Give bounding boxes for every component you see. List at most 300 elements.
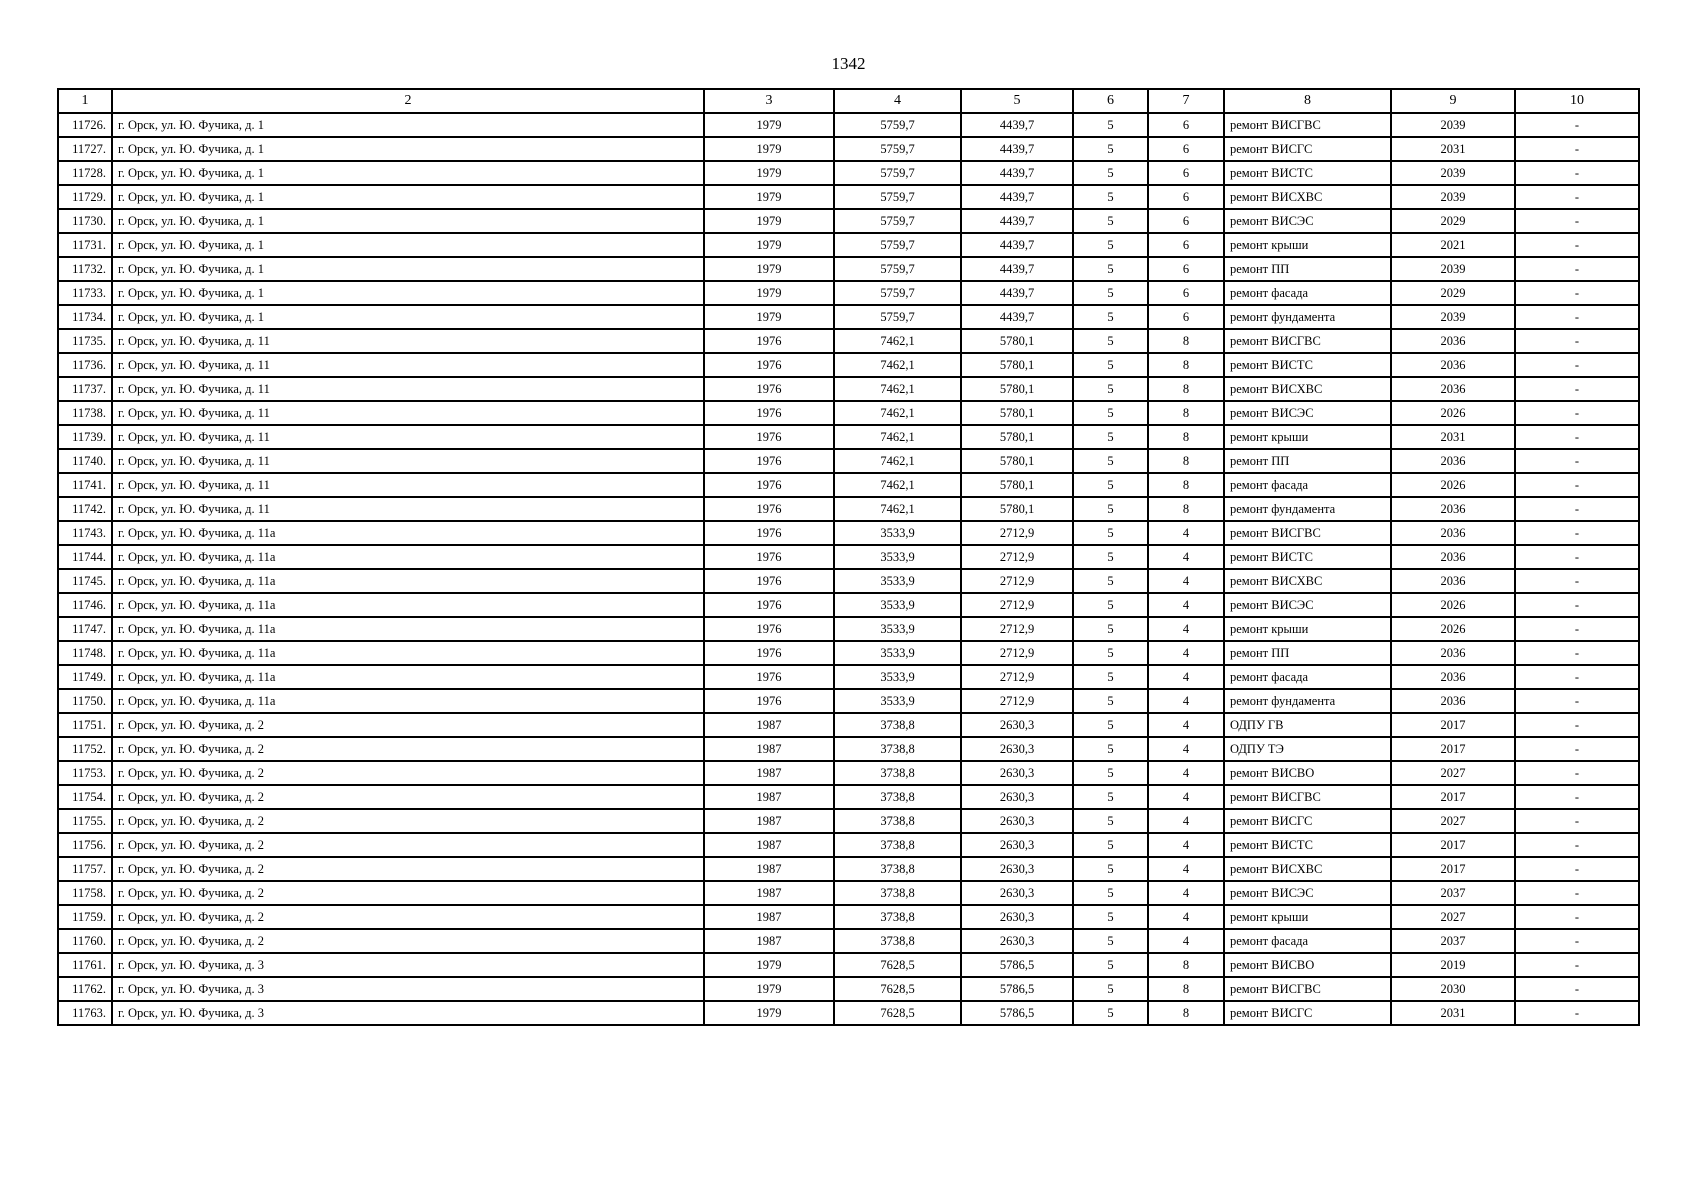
cell-address: г. Орск, ул. Ю. Фучика, д. 11а	[112, 617, 704, 641]
column-header: 8	[1224, 89, 1391, 113]
cell-living-area: 2712,9	[961, 521, 1073, 545]
cell-work-type: ремонт крыши	[1224, 617, 1391, 641]
cell-entrances: 4	[1148, 809, 1224, 833]
cell-year-built: 1976	[704, 377, 834, 401]
cell-work-type: ремонт ПП	[1224, 449, 1391, 473]
cell-living-area: 4439,7	[961, 257, 1073, 281]
cell-entrances: 4	[1148, 737, 1224, 761]
cell-entrances: 4	[1148, 569, 1224, 593]
cell-living-area: 5786,5	[961, 953, 1073, 977]
cell-address: г. Орск, ул. Ю. Фучика, д. 1	[112, 185, 704, 209]
cell-floors: 5	[1073, 1001, 1148, 1025]
cell-plan-year: 2029	[1391, 281, 1515, 305]
cell-year-built: 1979	[704, 113, 834, 137]
cell-living-area: 2630,3	[961, 737, 1073, 761]
cell-year-built: 1987	[704, 809, 834, 833]
cell-address: г. Орск, ул. Ю. Фучика, д. 1	[112, 209, 704, 233]
column-header: 4	[834, 89, 961, 113]
table-row	[58, 305, 1639, 329]
cell-year-built: 1976	[704, 329, 834, 353]
cell-living-area: 2630,3	[961, 857, 1073, 881]
cell-entrances: 4	[1148, 761, 1224, 785]
cell-living-area: 2712,9	[961, 545, 1073, 569]
cell-entrances: 6	[1148, 233, 1224, 257]
cell-living-area: 5780,1	[961, 329, 1073, 353]
cell-floors: 5	[1073, 881, 1148, 905]
cell-work-type: ремонт фундамента	[1224, 305, 1391, 329]
cell-total-area: 5759,7	[834, 113, 961, 137]
cell-work-type: ремонт крыши	[1224, 425, 1391, 449]
cell-row-number: 11752.	[58, 737, 112, 761]
cell-total-area: 3738,8	[834, 881, 961, 905]
cell-row-number: 11756.	[58, 833, 112, 857]
cell-row-number: 11739.	[58, 425, 112, 449]
cell-total-area: 5759,7	[834, 233, 961, 257]
cell-total-area: 5759,7	[834, 305, 961, 329]
cell-plan-year: 2036	[1391, 353, 1515, 377]
cell-work-type: ремонт фасада	[1224, 281, 1391, 305]
cell-work-type: ремонт фундамента	[1224, 689, 1391, 713]
cell-total-area: 3533,9	[834, 593, 961, 617]
cell-entrances: 8	[1148, 977, 1224, 1001]
cell-entrances: 8	[1148, 497, 1224, 521]
cell-plan-year: 2019	[1391, 953, 1515, 977]
cell-entrances: 4	[1148, 929, 1224, 953]
cell-living-area: 2630,3	[961, 929, 1073, 953]
cell-year-built: 1976	[704, 473, 834, 497]
cell-floors: 5	[1073, 257, 1148, 281]
cell-year-built: 1979	[704, 305, 834, 329]
cell-total-area: 7628,5	[834, 1001, 961, 1025]
column-header: 9	[1391, 89, 1515, 113]
cell-plan-year: 2037	[1391, 881, 1515, 905]
cell-year-built: 1979	[704, 257, 834, 281]
cell-living-area: 2712,9	[961, 569, 1073, 593]
cell-total-area: 5759,7	[834, 209, 961, 233]
cell-entrances: 8	[1148, 449, 1224, 473]
cell-address: г. Орск, ул. Ю. Фучика, д. 1	[112, 257, 704, 281]
cell-total-area: 3533,9	[834, 545, 961, 569]
cell-address: г. Орск, ул. Ю. Фучика, д. 11а	[112, 641, 704, 665]
cell-address: г. Орск, ул. Ю. Фучика, д. 2	[112, 809, 704, 833]
cell-entrances: 6	[1148, 137, 1224, 161]
cell-floors: 5	[1073, 833, 1148, 857]
cell-row-number: 11730.	[58, 209, 112, 233]
cell-plan-year: 2027	[1391, 761, 1515, 785]
cell-entrances: 8	[1148, 353, 1224, 377]
table-row	[58, 905, 1639, 929]
cell-entrances: 4	[1148, 689, 1224, 713]
table-row	[58, 329, 1639, 353]
cell-floors: 5	[1073, 713, 1148, 737]
cell-floors: 5	[1073, 761, 1148, 785]
cell-note: -	[1515, 161, 1639, 185]
cell-living-area: 2630,3	[961, 761, 1073, 785]
cell-entrances: 6	[1148, 209, 1224, 233]
cell-total-area: 5759,7	[834, 161, 961, 185]
cell-living-area: 2630,3	[961, 785, 1073, 809]
cell-total-area: 3738,8	[834, 905, 961, 929]
cell-address: г. Орск, ул. Ю. Фучика, д. 2	[112, 737, 704, 761]
cell-row-number: 11737.	[58, 377, 112, 401]
cell-living-area: 2712,9	[961, 641, 1073, 665]
cell-floors: 5	[1073, 665, 1148, 689]
cell-total-area: 3738,8	[834, 737, 961, 761]
cell-plan-year: 2017	[1391, 737, 1515, 761]
cell-note: -	[1515, 881, 1639, 905]
cell-row-number: 11738.	[58, 401, 112, 425]
cell-entrances: 4	[1148, 545, 1224, 569]
cell-total-area: 7462,1	[834, 425, 961, 449]
cell-work-type: ремонт ВИСГВС	[1224, 521, 1391, 545]
table-row	[58, 785, 1639, 809]
cell-living-area: 2630,3	[961, 809, 1073, 833]
cell-floors: 5	[1073, 137, 1148, 161]
cell-row-number: 11744.	[58, 545, 112, 569]
cell-row-number: 11733.	[58, 281, 112, 305]
cell-living-area: 2630,3	[961, 905, 1073, 929]
cell-row-number: 11742.	[58, 497, 112, 521]
cell-entrances: 4	[1148, 593, 1224, 617]
cell-year-built: 1976	[704, 521, 834, 545]
cell-work-type: ремонт ВИСГС	[1224, 137, 1391, 161]
table-row	[58, 209, 1639, 233]
cell-work-type: ремонт ВИСТС	[1224, 833, 1391, 857]
cell-note: -	[1515, 833, 1639, 857]
cell-row-number: 11753.	[58, 761, 112, 785]
cell-work-type: ремонт крыши	[1224, 905, 1391, 929]
table-row	[58, 569, 1639, 593]
cell-year-built: 1987	[704, 857, 834, 881]
cell-entrances: 8	[1148, 425, 1224, 449]
table-row	[58, 425, 1639, 449]
cell-row-number: 11746.	[58, 593, 112, 617]
cell-address: г. Орск, ул. Ю. Фучика, д. 2	[112, 833, 704, 857]
cell-total-area: 5759,7	[834, 185, 961, 209]
table-row	[58, 1001, 1639, 1025]
table-row	[58, 953, 1639, 977]
cell-entrances: 6	[1148, 185, 1224, 209]
cell-plan-year: 2039	[1391, 161, 1515, 185]
cell-work-type: ремонт ВИСГВС	[1224, 977, 1391, 1001]
cell-plan-year: 2036	[1391, 689, 1515, 713]
cell-total-area: 3533,9	[834, 521, 961, 545]
cell-row-number: 11763.	[58, 1001, 112, 1025]
cell-floors: 5	[1073, 497, 1148, 521]
cell-floors: 5	[1073, 785, 1148, 809]
cell-floors: 5	[1073, 737, 1148, 761]
cell-plan-year: 2021	[1391, 233, 1515, 257]
cell-entrances: 6	[1148, 113, 1224, 137]
cell-address: г. Орск, ул. Ю. Фучика, д. 1	[112, 305, 704, 329]
cell-total-area: 5759,7	[834, 281, 961, 305]
cell-entrances: 6	[1148, 281, 1224, 305]
cell-address: г. Орск, ул. Ю. Фучика, д. 2	[112, 881, 704, 905]
cell-address: г. Орск, ул. Ю. Фучика, д. 2	[112, 905, 704, 929]
cell-note: -	[1515, 929, 1639, 953]
cell-entrances: 8	[1148, 473, 1224, 497]
cell-note: -	[1515, 737, 1639, 761]
cell-work-type: ремонт ВИСЭС	[1224, 209, 1391, 233]
cell-plan-year: 2036	[1391, 377, 1515, 401]
cell-year-built: 1979	[704, 185, 834, 209]
column-header: 6	[1073, 89, 1148, 113]
cell-plan-year: 2036	[1391, 665, 1515, 689]
cell-note: -	[1515, 953, 1639, 977]
cell-year-built: 1976	[704, 689, 834, 713]
cell-address: г. Орск, ул. Ю. Фучика, д. 1	[112, 113, 704, 137]
table-row	[58, 689, 1639, 713]
register-body	[58, 113, 1639, 1025]
cell-row-number: 11749.	[58, 665, 112, 689]
cell-plan-year: 2036	[1391, 569, 1515, 593]
cell-living-area: 4439,7	[961, 185, 1073, 209]
table-row	[58, 377, 1639, 401]
cell-plan-year: 2030	[1391, 977, 1515, 1001]
cell-note: -	[1515, 137, 1639, 161]
cell-row-number: 11729.	[58, 185, 112, 209]
cell-total-area: 7462,1	[834, 401, 961, 425]
cell-address: г. Орск, ул. Ю. Фучика, д. 11а	[112, 545, 704, 569]
cell-address: г. Орск, ул. Ю. Фучика, д. 2	[112, 857, 704, 881]
cell-floors: 5	[1073, 401, 1148, 425]
cell-year-built: 1987	[704, 737, 834, 761]
table-row	[58, 857, 1639, 881]
cell-work-type: ремонт ВИСТС	[1224, 161, 1391, 185]
cell-plan-year: 2027	[1391, 905, 1515, 929]
cell-entrances: 4	[1148, 641, 1224, 665]
cell-floors: 5	[1073, 545, 1148, 569]
cell-plan-year: 2017	[1391, 785, 1515, 809]
cell-note: -	[1515, 569, 1639, 593]
cell-year-built: 1976	[704, 497, 834, 521]
cell-address: г. Орск, ул. Ю. Фучика, д. 11а	[112, 665, 704, 689]
cell-entrances: 8	[1148, 1001, 1224, 1025]
table-row	[58, 233, 1639, 257]
cell-work-type: ремонт ВИСТС	[1224, 545, 1391, 569]
cell-entrances: 4	[1148, 881, 1224, 905]
cell-floors: 5	[1073, 449, 1148, 473]
page-number: 1342	[831, 54, 866, 73]
cell-row-number: 11754.	[58, 785, 112, 809]
cell-work-type: ремонт фундамента	[1224, 497, 1391, 521]
cell-living-area: 2630,3	[961, 713, 1073, 737]
cell-note: -	[1515, 497, 1639, 521]
table-row	[58, 113, 1639, 137]
cell-entrances: 4	[1148, 857, 1224, 881]
cell-year-built: 1976	[704, 449, 834, 473]
cell-note: -	[1515, 977, 1639, 1001]
cell-note: -	[1515, 905, 1639, 929]
cell-plan-year: 2039	[1391, 305, 1515, 329]
cell-plan-year: 2039	[1391, 185, 1515, 209]
cell-note: -	[1515, 713, 1639, 737]
table-row	[58, 761, 1639, 785]
cell-plan-year: 2036	[1391, 641, 1515, 665]
table-row	[58, 137, 1639, 161]
cell-entrances: 8	[1148, 401, 1224, 425]
cell-total-area: 3738,8	[834, 809, 961, 833]
cell-row-number: 11751.	[58, 713, 112, 737]
cell-row-number: 11757.	[58, 857, 112, 881]
cell-floors: 5	[1073, 113, 1148, 137]
cell-living-area: 2630,3	[961, 881, 1073, 905]
cell-floors: 5	[1073, 521, 1148, 545]
cell-entrances: 6	[1148, 257, 1224, 281]
cell-entrances: 4	[1148, 785, 1224, 809]
cell-row-number: 11732.	[58, 257, 112, 281]
cell-plan-year: 2031	[1391, 1001, 1515, 1025]
cell-floors: 5	[1073, 641, 1148, 665]
cell-row-number: 11727.	[58, 137, 112, 161]
cell-note: -	[1515, 305, 1639, 329]
cell-row-number: 11747.	[58, 617, 112, 641]
cell-note: -	[1515, 425, 1639, 449]
cell-note: -	[1515, 473, 1639, 497]
cell-work-type: ремонт ВИСХВС	[1224, 857, 1391, 881]
column-header: 5	[961, 89, 1073, 113]
cell-address: г. Орск, ул. Ю. Фучика, д. 11	[112, 425, 704, 449]
cell-work-type: ОДПУ ТЭ	[1224, 737, 1391, 761]
cell-plan-year: 2037	[1391, 929, 1515, 953]
cell-year-built: 1979	[704, 161, 834, 185]
cell-year-built: 1979	[704, 281, 834, 305]
cell-row-number: 11734.	[58, 305, 112, 329]
cell-year-built: 1976	[704, 593, 834, 617]
cell-total-area: 7462,1	[834, 497, 961, 521]
cell-living-area: 5780,1	[961, 425, 1073, 449]
cell-address: г. Орск, ул. Ю. Фучика, д. 11	[112, 329, 704, 353]
cell-row-number: 11750.	[58, 689, 112, 713]
cell-plan-year: 2039	[1391, 257, 1515, 281]
cell-total-area: 3738,8	[834, 929, 961, 953]
cell-note: -	[1515, 617, 1639, 641]
cell-floors: 5	[1073, 689, 1148, 713]
cell-note: -	[1515, 1001, 1639, 1025]
cell-total-area: 5759,7	[834, 257, 961, 281]
table-row	[58, 737, 1639, 761]
cell-floors: 5	[1073, 185, 1148, 209]
cell-living-area: 4439,7	[961, 161, 1073, 185]
cell-floors: 5	[1073, 905, 1148, 929]
cell-address: г. Орск, ул. Ю. Фучика, д. 11а	[112, 569, 704, 593]
cell-note: -	[1515, 809, 1639, 833]
cell-row-number: 11728.	[58, 161, 112, 185]
cell-entrances: 8	[1148, 953, 1224, 977]
cell-entrances: 6	[1148, 305, 1224, 329]
cell-work-type: ремонт ВИСХВС	[1224, 377, 1391, 401]
cell-plan-year: 2031	[1391, 425, 1515, 449]
cell-work-type: ремонт ВИСЭС	[1224, 401, 1391, 425]
cell-living-area: 5780,1	[961, 377, 1073, 401]
cell-total-area: 7462,1	[834, 353, 961, 377]
cell-floors: 5	[1073, 377, 1148, 401]
cell-living-area: 5780,1	[961, 401, 1073, 425]
cell-row-number: 11736.	[58, 353, 112, 377]
cell-work-type: ремонт ВИСТС	[1224, 353, 1391, 377]
cell-work-type: ремонт ПП	[1224, 257, 1391, 281]
cell-plan-year: 2026	[1391, 593, 1515, 617]
cell-note: -	[1515, 209, 1639, 233]
cell-work-type: ремонт ВИСХВС	[1224, 185, 1391, 209]
cell-total-area: 3533,9	[834, 689, 961, 713]
cell-address: г. Орск, ул. Ю. Фучика, д. 11	[112, 353, 704, 377]
cell-year-built: 1987	[704, 713, 834, 737]
cell-year-built: 1976	[704, 401, 834, 425]
cell-entrances: 4	[1148, 665, 1224, 689]
cell-address: г. Орск, ул. Ю. Фучика, д. 2	[112, 761, 704, 785]
cell-floors: 5	[1073, 569, 1148, 593]
cell-note: -	[1515, 401, 1639, 425]
header-row	[58, 89, 1639, 113]
table-row	[58, 833, 1639, 857]
cell-row-number: 11743.	[58, 521, 112, 545]
cell-year-built: 1979	[704, 209, 834, 233]
cell-work-type: ремонт фасада	[1224, 665, 1391, 689]
cell-address: г. Орск, ул. Ю. Фучика, д. 11	[112, 401, 704, 425]
table-row	[58, 929, 1639, 953]
cell-living-area: 2630,3	[961, 833, 1073, 857]
cell-row-number: 11759.	[58, 905, 112, 929]
cell-year-built: 1987	[704, 833, 834, 857]
cell-living-area: 4439,7	[961, 209, 1073, 233]
table-row	[58, 257, 1639, 281]
cell-address: г. Орск, ул. Ю. Фучика, д. 3	[112, 1001, 704, 1025]
cell-total-area: 3738,8	[834, 833, 961, 857]
cell-address: г. Орск, ул. Ю. Фучика, д. 1	[112, 233, 704, 257]
table-row	[58, 809, 1639, 833]
column-header: 2	[112, 89, 704, 113]
cell-year-built: 1979	[704, 953, 834, 977]
cell-living-area: 5780,1	[961, 449, 1073, 473]
table-row	[58, 449, 1639, 473]
cell-plan-year: 2017	[1391, 713, 1515, 737]
cell-note: -	[1515, 689, 1639, 713]
cell-year-built: 1976	[704, 353, 834, 377]
cell-work-type: ремонт ВИСГВС	[1224, 785, 1391, 809]
cell-work-type: ремонт ПП	[1224, 641, 1391, 665]
cell-year-built: 1976	[704, 569, 834, 593]
cell-year-built: 1987	[704, 905, 834, 929]
cell-plan-year: 2031	[1391, 137, 1515, 161]
cell-living-area: 4439,7	[961, 281, 1073, 305]
cell-plan-year: 2036	[1391, 521, 1515, 545]
cell-year-built: 1976	[704, 641, 834, 665]
cell-work-type: ремонт фасада	[1224, 929, 1391, 953]
cell-year-built: 1976	[704, 545, 834, 569]
cell-floors: 5	[1073, 209, 1148, 233]
cell-floors: 5	[1073, 473, 1148, 497]
cell-note: -	[1515, 785, 1639, 809]
cell-plan-year: 2036	[1391, 497, 1515, 521]
cell-address: г. Орск, ул. Ю. Фучика, д. 2	[112, 929, 704, 953]
cell-total-area: 3738,8	[834, 713, 961, 737]
cell-living-area: 4439,7	[961, 137, 1073, 161]
cell-floors: 5	[1073, 353, 1148, 377]
cell-note: -	[1515, 329, 1639, 353]
cell-plan-year: 2026	[1391, 473, 1515, 497]
table-row	[58, 281, 1639, 305]
cell-living-area: 5786,5	[961, 1001, 1073, 1025]
cell-floors: 5	[1073, 425, 1148, 449]
table-row	[58, 977, 1639, 1001]
table-row	[58, 521, 1639, 545]
cell-note: -	[1515, 281, 1639, 305]
cell-work-type: ремонт ВИСЭС	[1224, 881, 1391, 905]
cell-address: г. Орск, ул. Ю. Фучика, д. 1	[112, 281, 704, 305]
cell-year-built: 1976	[704, 617, 834, 641]
cell-plan-year: 2027	[1391, 809, 1515, 833]
